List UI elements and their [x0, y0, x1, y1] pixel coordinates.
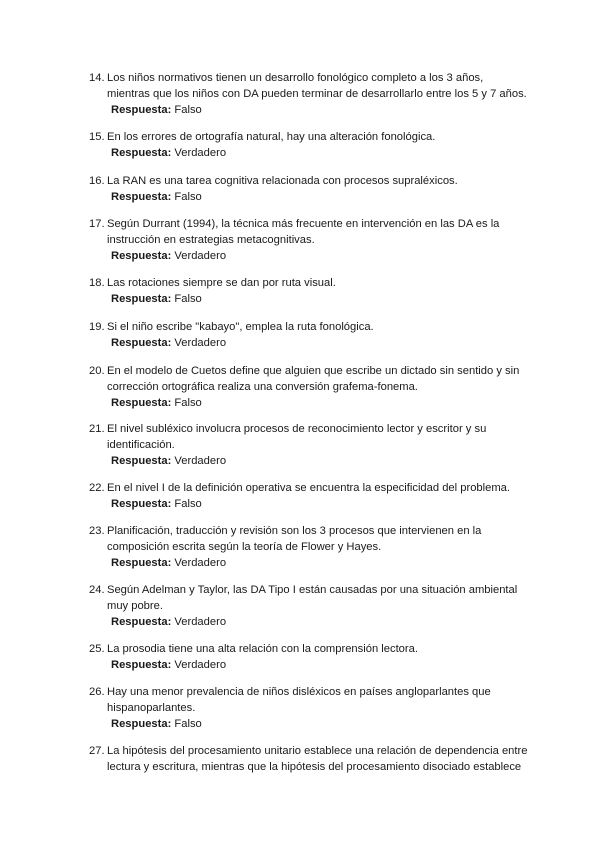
question-21	[89, 421, 529, 469]
answer-label: Respuesta:	[111, 616, 172, 628]
answer-value: Verdadero	[174, 250, 227, 262]
question-text: La RAN es una tarea cognitiva relacionada con procesos supraléxicos.	[107, 175, 458, 187]
answer-line	[89, 145, 529, 161]
answer-label: Respuesta:	[111, 293, 172, 305]
answer-label: Respuesta:	[111, 557, 172, 569]
answer-line	[89, 189, 529, 205]
answer-value: Verdadero	[174, 616, 227, 628]
question-text: Según Durrant (1994), la técnica más frecuente en intervención en las DA es la instrucción en estrategias metacognitivas.	[107, 218, 500, 246]
answer-value: Verdadero	[174, 337, 227, 349]
answer-line	[89, 614, 529, 630]
answer-value: Falso	[174, 191, 202, 203]
question-number: 22.	[89, 482, 105, 494]
question-number: 23.	[89, 525, 105, 537]
question-19	[89, 319, 529, 351]
answer-label: Respuesta:	[111, 104, 172, 116]
question-text: Según Adelman y Taylor, las DA Tipo I están causadas por una situación ambiental muy pobre.	[107, 584, 518, 612]
answer-label: Respuesta:	[111, 498, 172, 510]
question-text: En el modelo de Cuetos define que alguien que escribe un dictado sin sentido y sin corrección ortográfica realiza una conversión grafema-fonema.	[107, 365, 520, 393]
question-text: La prosodia tiene una alta relación con la comprensión lectora.	[107, 643, 418, 655]
answer-value: Falso	[174, 397, 202, 409]
question-text: En el nivel I de la definición operativa se encuentra la especificidad del problema.	[107, 482, 510, 494]
question-number: 21.	[89, 423, 105, 435]
question-15	[89, 129, 529, 161]
question-number: 26.	[89, 686, 105, 698]
question-number: 19.	[89, 321, 105, 333]
question-text: La hipótesis del procesamiento unitario establece una relación de dependencia entre lectura y escritura, mientras que la hipótesis del procesamiento disociado establece	[107, 745, 528, 773]
answer-label: Respuesta:	[111, 455, 172, 467]
question-text: En los errores de ortografía natural, hay una alteración fonológica.	[107, 131, 436, 143]
question-number: 17.	[89, 218, 105, 230]
answer-value: Verdadero	[174, 659, 227, 671]
answer-value: Verdadero	[174, 557, 227, 569]
question-number: 15.	[89, 131, 105, 143]
answer-value: Verdadero	[174, 455, 227, 467]
question-text: El nivel subléxico involucra procesos de reconocimiento lector y escritor y su identificación.	[107, 423, 487, 451]
question-22	[89, 480, 529, 512]
answer-label: Respuesta:	[111, 147, 172, 159]
answer-label: Respuesta:	[111, 191, 172, 203]
answer-label: Respuesta:	[111, 397, 172, 409]
question-text: Planificación, traducción y revisión son los 3 procesos que intervienen en la composición escrita según la teoría de Flower y Hayes.	[107, 525, 482, 553]
question-number: 18.	[89, 277, 105, 289]
question-number: 20.	[89, 365, 105, 377]
question-number: 16.	[89, 175, 105, 187]
answer-label: Respuesta:	[111, 250, 172, 262]
answer-value: Verdadero	[174, 147, 227, 159]
question-23	[89, 523, 529, 571]
answer-value: Falso	[174, 498, 202, 510]
question-27	[89, 743, 529, 775]
question-number: 27.	[89, 745, 105, 757]
answer-line	[89, 102, 529, 118]
question-26	[89, 684, 529, 732]
answer-line	[89, 453, 529, 469]
answer-line	[89, 496, 529, 512]
answer-line	[89, 657, 529, 673]
question-25	[89, 641, 529, 673]
question-text: Las rotaciones siempre se dan por ruta visual.	[107, 277, 336, 289]
answer-label: Respuesta:	[111, 337, 172, 349]
question-17	[89, 216, 529, 264]
answer-label: Respuesta:	[111, 659, 172, 671]
question-18	[89, 275, 529, 307]
answer-label: Respuesta:	[111, 718, 172, 730]
question-14	[89, 70, 529, 118]
answer-value: Falso	[174, 104, 202, 116]
answer-line	[89, 248, 529, 264]
question-24	[89, 582, 529, 630]
question-text: Si el niño escribe "kabayo", emplea la ruta fonológica.	[107, 321, 374, 333]
answer-value: Falso	[174, 293, 202, 305]
answer-line	[89, 291, 529, 307]
question-20	[89, 363, 529, 411]
answer-value: Falso	[174, 718, 202, 730]
question-number: 14.	[89, 72, 105, 84]
answer-line	[89, 555, 529, 571]
question-number: 24.	[89, 584, 105, 596]
question-text: Hay una menor prevalencia de niños disléxicos en países angloparlantes que hispanoparlantes.	[107, 686, 491, 714]
question-16	[89, 173, 529, 205]
answer-line	[89, 335, 529, 351]
answer-line	[89, 395, 529, 411]
answer-line	[89, 716, 529, 732]
question-text: Los niños normativos tienen un desarrollo fonológico completo a los 3 años, mientras que los niños con DA pueden terminar de desarrollarlo entre los 5 y 7 años.	[107, 72, 527, 100]
question-number: 25.	[89, 643, 105, 655]
